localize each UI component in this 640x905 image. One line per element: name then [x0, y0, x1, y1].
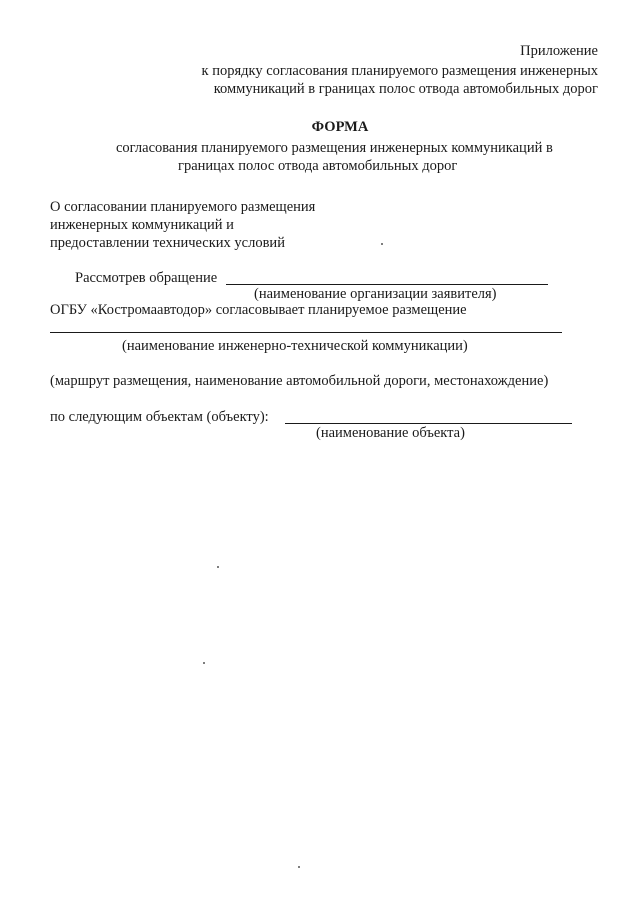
subject-line-3: предоставлении технических условий [50, 235, 285, 251]
form-subtitle-line-1: согласования планируемого размещения инженерных коммуникаций в [116, 140, 553, 156]
scan-speck [381, 243, 383, 245]
form-subtitle-line-2: границах полос отвода автомобильных дорог [178, 158, 458, 174]
appendix-title: Приложение [520, 43, 598, 59]
organization-caption: (наименование организации заявителя) [254, 286, 497, 302]
subject-line-2: инженерных коммуникаций и [50, 217, 234, 233]
form-title: ФОРМА [311, 119, 369, 135]
object-caption: (наименование объекта) [316, 425, 465, 441]
appendix-line-2: к порядку согласования планируемого размещения инженерных [201, 63, 598, 79]
organization-name-field[interactable] [226, 284, 548, 285]
subject-line-1: О согласовании планируемого размещения [50, 199, 316, 215]
considering-label: Рассмотрев обращение [75, 270, 218, 286]
scan-speck [298, 866, 300, 868]
appendix-line-3: коммуникаций в границах полос отвода автомобильных дорог [213, 81, 598, 97]
utility-name-field[interactable] [50, 332, 562, 333]
scan-speck [203, 662, 205, 664]
utility-caption: (наименование инженерно-технической коммуникации) [122, 338, 468, 354]
scan-speck [217, 566, 219, 568]
object-name-field[interactable] [285, 423, 572, 424]
route-caption: (маршрут размещения, наименование автомобильной дороги, местонахождение) [50, 373, 549, 389]
agreement-text: ОГБУ «Костромаавтодор» согласовывает планируемое размещение [50, 302, 467, 318]
objects-label: по следующим объектам (объекту): [50, 409, 269, 425]
